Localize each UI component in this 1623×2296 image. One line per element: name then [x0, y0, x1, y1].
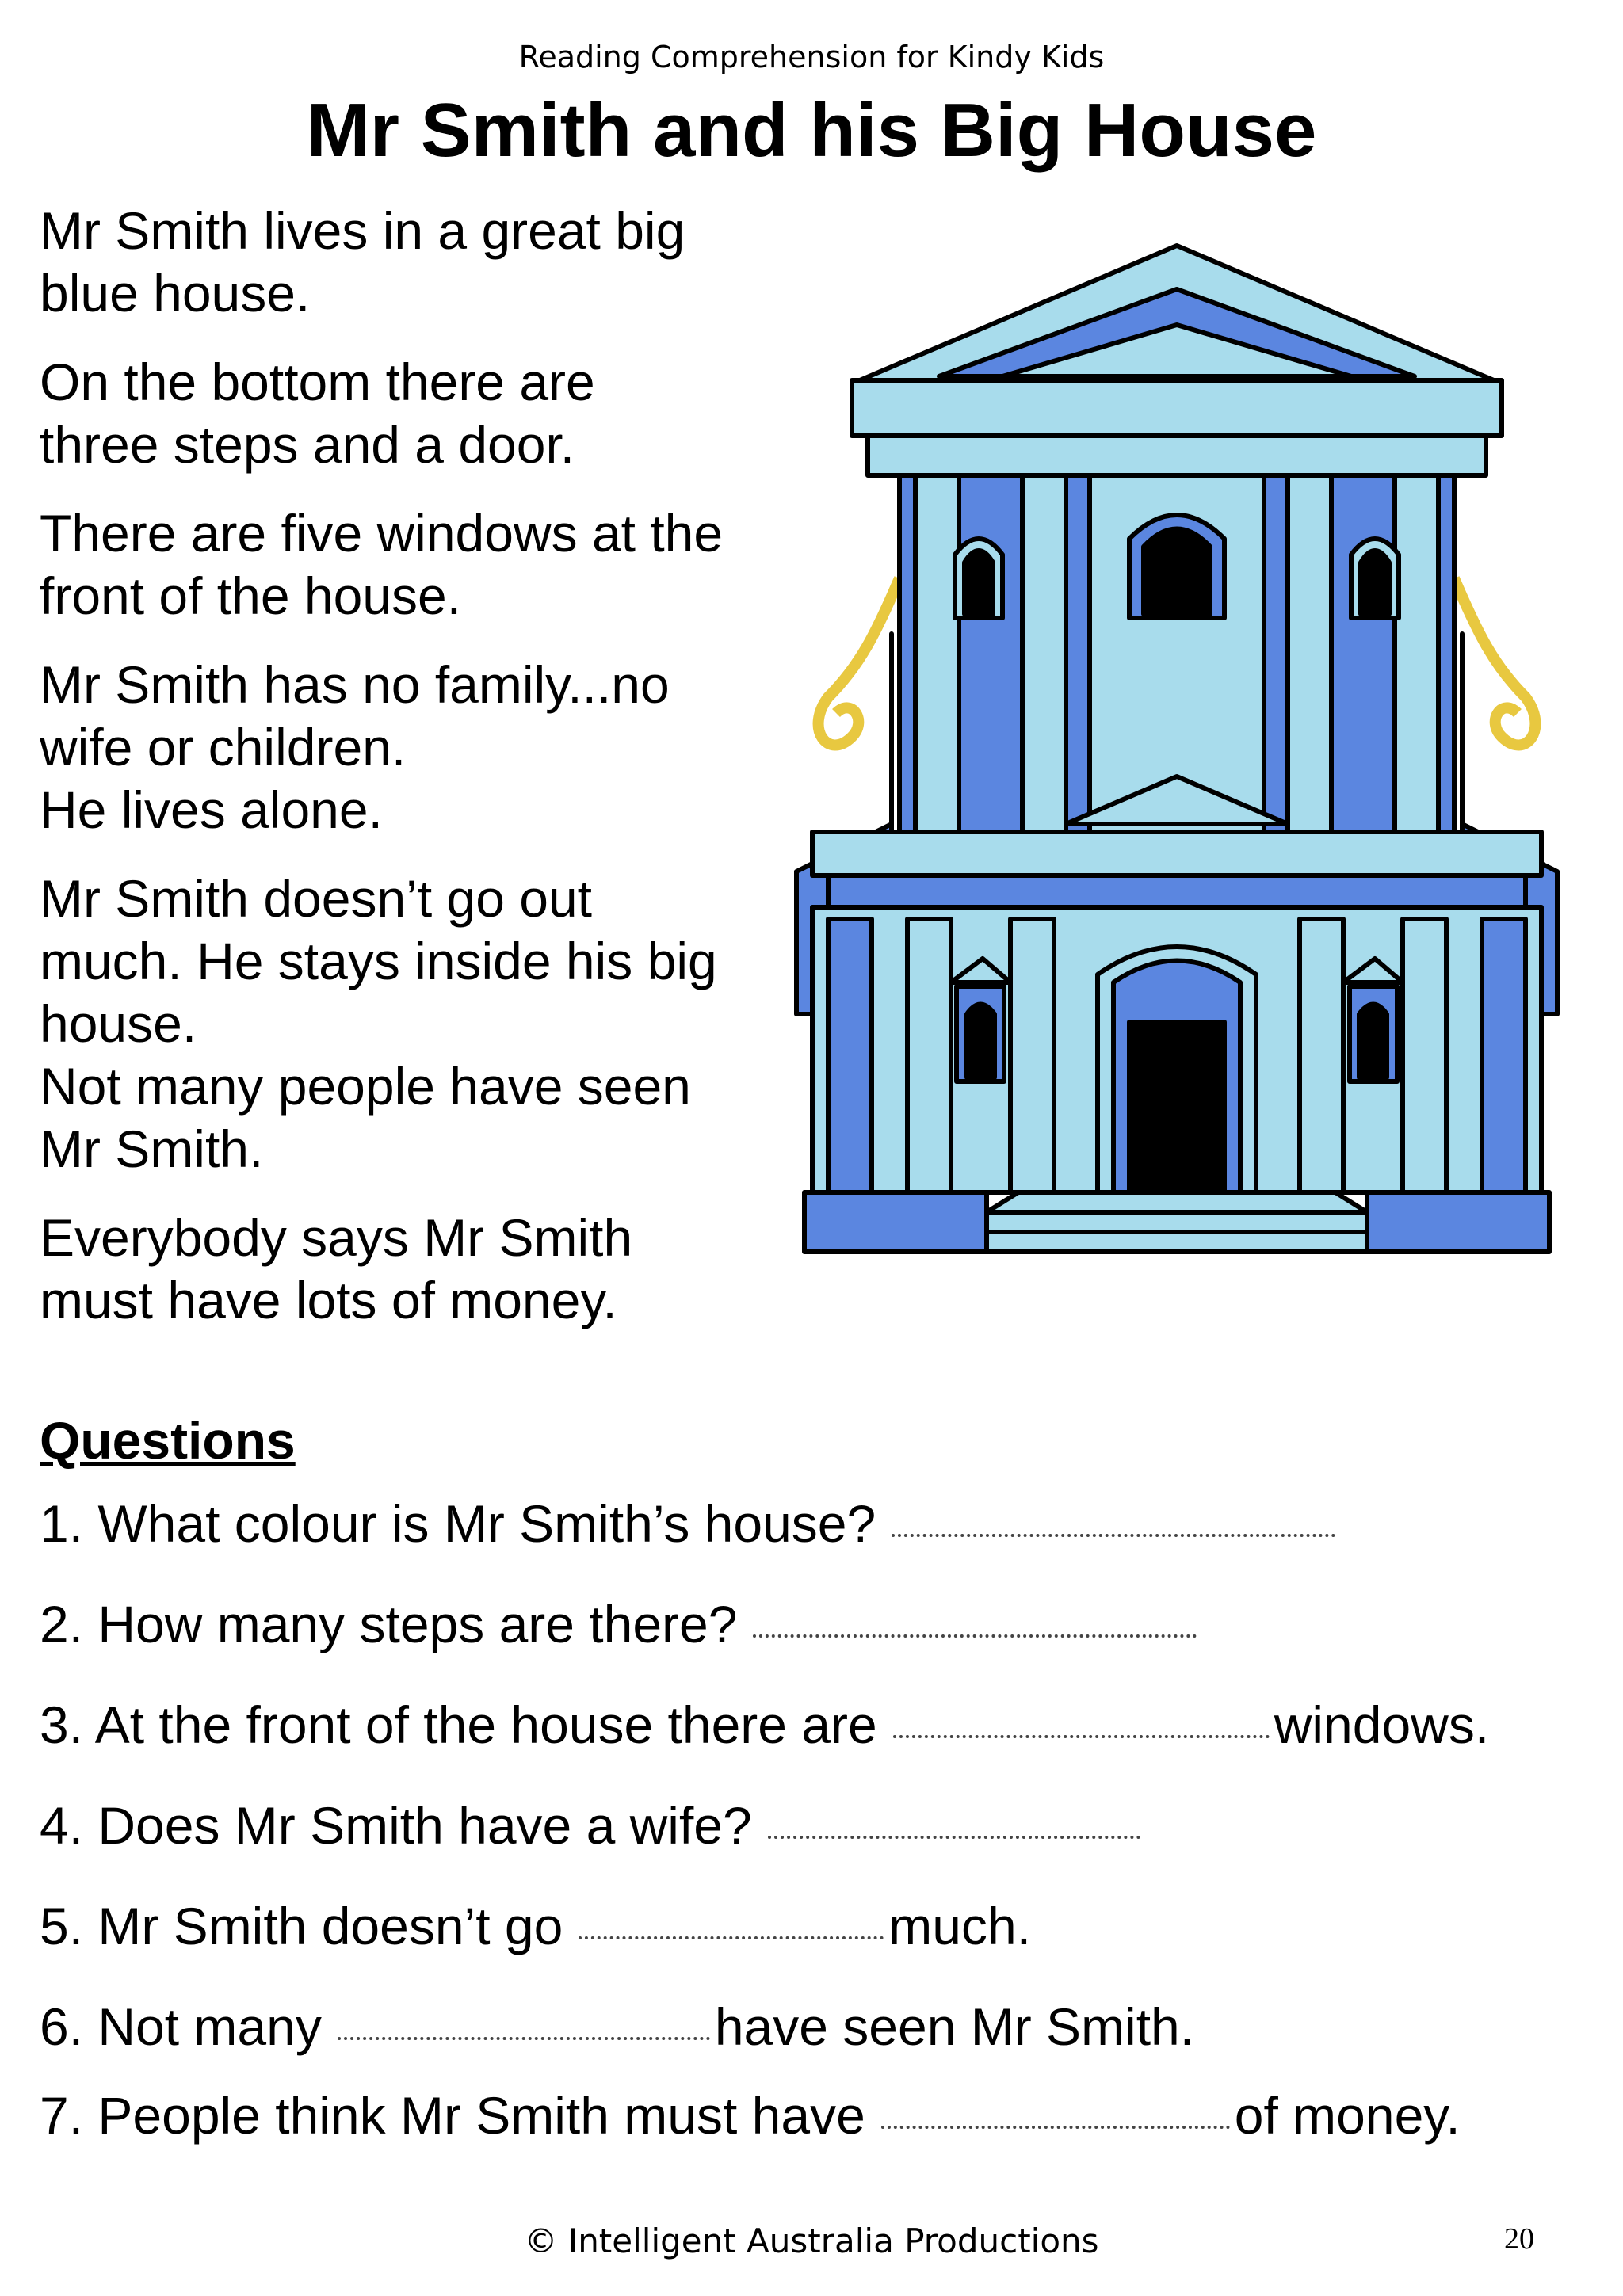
story-line: three steps and a door.: [40, 415, 575, 474]
story-line: must have lots of money.: [40, 1271, 617, 1329]
story-line: Mr Smith doesn’t go out: [40, 869, 592, 928]
story-paragraph: [40, 868, 777, 1180]
question-text: 2. How many steps are there?: [40, 1595, 738, 1653]
question-item: [40, 1493, 1343, 1554]
story-paragraph: [40, 351, 777, 476]
story-line: much. He stays inside his big: [40, 932, 717, 990]
questions-heading: Questions: [40, 1411, 296, 1470]
question-text-after: of money.: [1234, 2086, 1461, 2145]
story-line: He lives alone.: [40, 780, 383, 839]
page-title: Mr Smith and his Big House: [306, 88, 1317, 173]
question-item: [40, 1594, 1205, 1654]
answer-blank[interactable]: [768, 1836, 1140, 1839]
answer-blank[interactable]: [753, 1634, 1197, 1638]
question-text: 6. Not many: [40, 1997, 322, 2056]
story-line: Mr Smith.: [40, 1119, 264, 1178]
question-item: [40, 1997, 1194, 2057]
question-text: 4. Does Mr Smith have a wife?: [40, 1796, 752, 1855]
story-paragraph: [40, 502, 777, 627]
page-number: 20: [1504, 2222, 1534, 2256]
question-text: 3. At the front of the house there are: [40, 1695, 877, 1754]
story-line: On the bottom there are: [40, 353, 595, 411]
story-line: blue house.: [40, 264, 311, 322]
answer-blank[interactable]: [892, 1534, 1335, 1537]
question-item: [40, 1795, 1148, 1855]
question-text: 7. People think Mr Smith must have: [40, 2086, 865, 2145]
question-text-after: windows.: [1274, 1695, 1490, 1754]
story-paragraph: [40, 1207, 777, 1332]
house-illustration: [781, 222, 1573, 1283]
story-line: wife or children.: [40, 718, 407, 776]
story-paragraph: [40, 654, 777, 841]
story-line: front of the house.: [40, 566, 462, 625]
question-item: [40, 1695, 1489, 1755]
answer-blank[interactable]: [881, 2126, 1230, 2129]
copyright-footer: © Intelligent Australia Productions: [524, 2222, 1099, 2260]
question-text: 1. What colour is Mr Smith’s house?: [40, 1494, 876, 1553]
story-line: Not many people have seen: [40, 1057, 691, 1116]
story-line: house.: [40, 994, 197, 1053]
story-text: [40, 200, 777, 1332]
question-item: [40, 1896, 1031, 1956]
answer-blank[interactable]: [893, 1735, 1270, 1738]
question-text-after: much.: [888, 1897, 1032, 1955]
answer-blank[interactable]: [338, 2037, 710, 2040]
question-text: 5. Mr Smith doesn’t go: [40, 1897, 563, 1955]
story-line: Mr Smith lives in a great big: [40, 201, 685, 260]
story-line: Everybody says Mr Smith: [40, 1208, 633, 1267]
story-paragraph: [40, 200, 777, 325]
story-line: There are five windows at the: [40, 504, 724, 563]
question-item: [40, 2085, 1461, 2145]
answer-blank[interactable]: [579, 1936, 884, 1939]
worksheet-series-label: Reading Comprehension for Kindy Kids: [518, 40, 1105, 74]
question-text-after: have seen Mr Smith.: [714, 1997, 1195, 2056]
story-line: Mr Smith has no family...no: [40, 655, 670, 714]
